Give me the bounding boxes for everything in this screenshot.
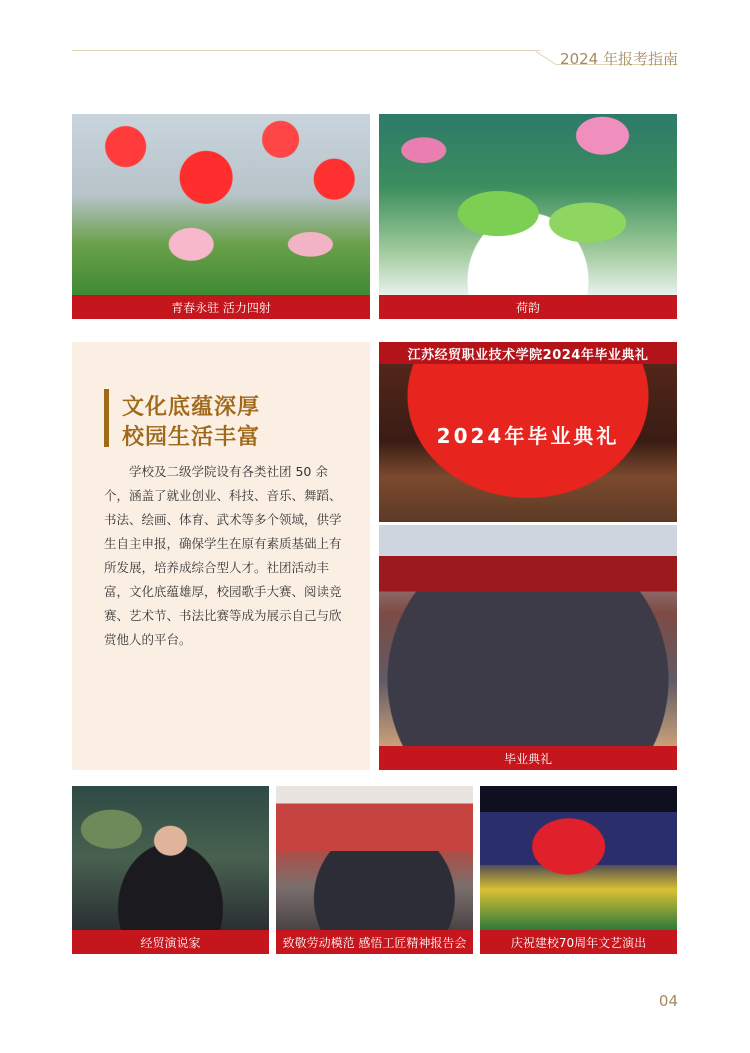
photo-card-dance	[379, 114, 677, 319]
anniversary-stage-photo	[480, 786, 677, 930]
graduation-stage-photo	[379, 342, 677, 522]
photo-caption: 荷韵	[379, 295, 677, 319]
graduation-screen-title: 2024年毕业典礼	[436, 424, 620, 448]
lotus-dance-photo	[379, 114, 677, 295]
photo-caption: 青春永驻 活力四射	[72, 295, 370, 319]
header-rule-slant	[535, 51, 556, 65]
page-number: 04	[658, 992, 678, 1010]
photo-card-cheer	[72, 114, 370, 319]
header-rule	[72, 50, 540, 51]
feature-panel	[72, 342, 370, 770]
photo-caption: 经贸演说家	[72, 930, 269, 954]
photo-card-speaker	[72, 786, 269, 954]
photo-caption: 致敬劳动模范 感悟工匠精神报告会	[276, 930, 473, 954]
photo-caption: 庆祝建校70周年文艺演出	[480, 930, 677, 954]
photo-caption: 毕业典礼	[379, 746, 677, 770]
page-header-title: 2024 年报考指南	[560, 50, 678, 68]
cheerleading-photo	[72, 114, 370, 295]
feature-heading-line2: 校园生活丰富	[122, 425, 261, 450]
photo-card-report	[276, 786, 473, 954]
photo-card-anniversary	[480, 786, 677, 954]
speaker-photo	[72, 786, 269, 930]
photo-card-graduation	[379, 342, 677, 770]
graduation-hall-photo	[379, 525, 677, 746]
feature-body-text: 学校及二级学院设有各类社团 50 余个，涵盖了就业创业、科技、音乐、舞蹈、书法、绘画、体育、武术等多个领域，供学生自主申报，确保学生在原有素质基础上有所发展，培养成综合型人才。社团活动丰富，文化底蕴雄厚，校园歌手大赛、阅读竞赛、艺术节、书法比赛等成为展示自己与欣赏他人的平台。	[104, 464, 342, 647]
report-meeting-photo	[276, 786, 473, 930]
graduation-banner: 江苏经贸职业技术学院2024年毕业典礼	[379, 342, 677, 364]
heading-accent-bar	[104, 389, 109, 447]
feature-heading-line1: 文化底蕴深厚	[122, 395, 261, 420]
